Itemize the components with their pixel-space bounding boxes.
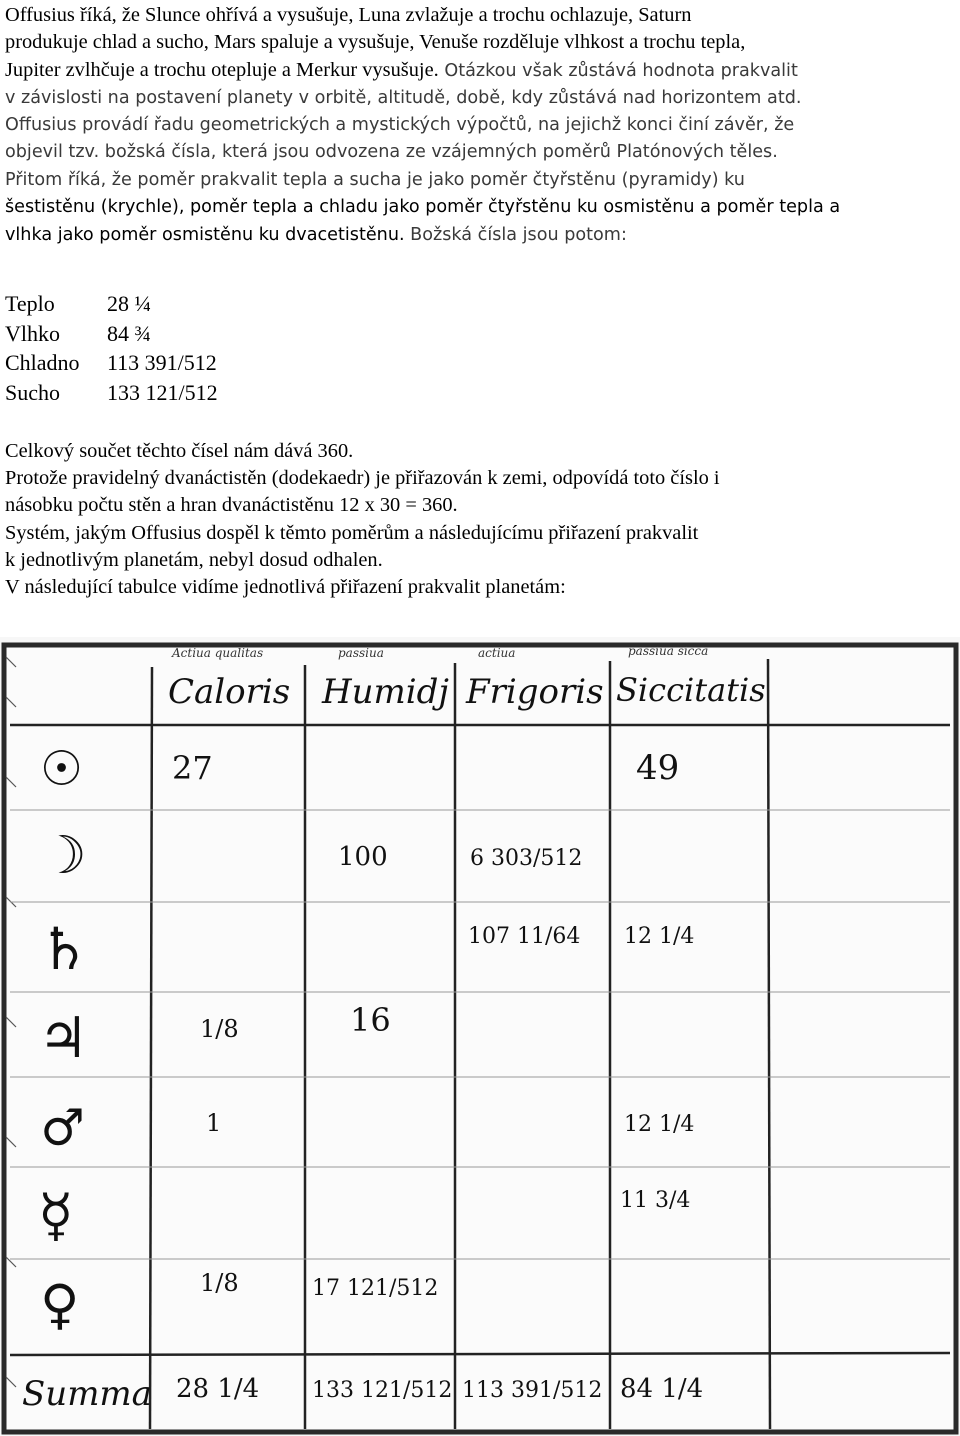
text-line: šestistěnu (krychle), poměr tepla a chladu jako poměr čtyřstěnu ku osmistěnu a poměr tepla a — [5, 197, 841, 218]
summa-cell: 84 1/4 — [620, 1374, 704, 1404]
text-line: vlhka jako poměr osmistěnu ku dvacetistěnu. Božská čísla jsou potom: — [5, 225, 627, 246]
text-line: násobku počtu stěn a hran dvanáctistěnu 12 x 30 = 360. — [5, 494, 458, 517]
value-name: Chladno — [5, 350, 80, 375]
value-name: Teplo — [5, 291, 55, 316]
value-number: 133 121/512 — [107, 379, 218, 405]
text-line: objevil tzv. božská čísla, která jsou odvozena ze vzájemných poměrů Platónových těles. — [5, 142, 778, 163]
table-cell: 17 121/512 — [312, 1276, 439, 1301]
table-cell: 107 11/64 — [468, 924, 581, 949]
text-line: Přitom říká, že poměr prakvalit tepla a sucha je jako poměr čtyřstěnu (pyramidy) ku — [5, 169, 745, 190]
small-header-text: Actiua qualitas — [172, 646, 264, 660]
summa-cell: 113 391/512 — [462, 1378, 603, 1403]
value-name: Sucho — [5, 379, 60, 405]
table-cell: 100 — [338, 842, 388, 872]
summa-cell: 28 1/4 — [176, 1374, 260, 1404]
sun-symbol-icon: ☉ — [40, 741, 84, 797]
column-header: Humidj — [322, 672, 449, 712]
text-line: v závislosti na postavení planety v orbitě, altitudě, době, kdy zůstává nad horizontem atd. — [5, 87, 802, 108]
small-header-text: passiua — [338, 646, 384, 660]
conclusion-text — [5, 438, 960, 601]
scanned-planet-table — [0, 637, 960, 1436]
table-cell: 12 1/4 — [624, 1112, 695, 1137]
moon-symbol-icon: ☽ — [40, 826, 87, 886]
saturn-symbol-icon: ♄ — [38, 915, 90, 983]
table-cell: 1 — [206, 1109, 222, 1137]
text-line: Offusius říká, že Slunce ohřívá a vysušuje, Luna zvlažuje a trochu ochlazuje, Saturn — [5, 4, 692, 26]
text-line: Systém, jakým Offusius dospěl k těmto poměrům a následujícímu přiřazení prakvalit — [5, 521, 699, 544]
table-cell: 1/8 — [200, 1015, 239, 1043]
table-outer-frame — [4, 645, 956, 1432]
table-cell: 16 — [350, 1001, 391, 1039]
table-cell: 11 3/4 — [620, 1188, 691, 1213]
text-line: Protože pravidelný dvanáctistěn (dodekaedr) je přiřazován k zemi, odpovídá toto číslo i — [5, 467, 720, 490]
table-cell: 49 — [636, 748, 680, 788]
text-line: Jupiter zvlhčuje a trochu otepluje a Merkur vysušuje. Otázkou však zůstává hodnota prakvalit — [5, 58, 798, 81]
value-row — [5, 348, 218, 378]
scanned-table-image — [0, 637, 960, 1436]
text-line: Offusius provádí řadu geometrických a mystických výpočtů, na jejichž konci činí závěr, že — [5, 115, 795, 136]
mars-symbol-icon: ♂ — [40, 1099, 85, 1157]
value-number: 113 391/512 — [107, 350, 217, 375]
value-name: Vlhko — [5, 320, 60, 346]
jupiter-symbol-icon: ♃ — [38, 1006, 89, 1071]
column-header: Siccitatis — [616, 671, 766, 709]
text-line: Celkový součet těchto čísel nám dává 360. — [5, 440, 354, 462]
value-row — [5, 378, 218, 408]
summa-cell: 133 121/512 — [312, 1378, 453, 1403]
value-row — [5, 289, 218, 319]
text-line: V následující tabulce vidíme jednotlivá přiřazení prakvalit planetám: — [5, 576, 566, 599]
small-header-text: passiua sicca — [628, 644, 709, 658]
intro-text — [5, 2, 960, 250]
value-number: 28 ¼ — [107, 291, 151, 316]
text-line: k jednotlivým planetám, nebyl dosud odhalen. — [5, 548, 383, 571]
small-header-text: actiua — [478, 646, 516, 660]
value-number: 84 ¾ — [107, 320, 151, 346]
table-cell: 1/8 — [200, 1269, 239, 1297]
text-line: produkuje chlad a sucho, Mars spaluje a vysušuje, Venuše rozděluje vlhkost a trochu tepla, — [5, 31, 746, 54]
table-cell: 6 303/512 — [470, 846, 583, 871]
venus-symbol-icon: ♀ — [40, 1273, 80, 1336]
summa-label: Summa — [22, 1374, 152, 1414]
column-header: Caloris — [168, 672, 291, 712]
mercury-symbol-icon: ☿ — [38, 1181, 74, 1249]
table-cell: 27 — [172, 749, 213, 787]
table-cell: 12 1/4 — [624, 924, 695, 949]
column-header: Frigoris — [466, 672, 604, 712]
divine-numbers-list — [5, 289, 218, 407]
value-row — [5, 319, 218, 349]
